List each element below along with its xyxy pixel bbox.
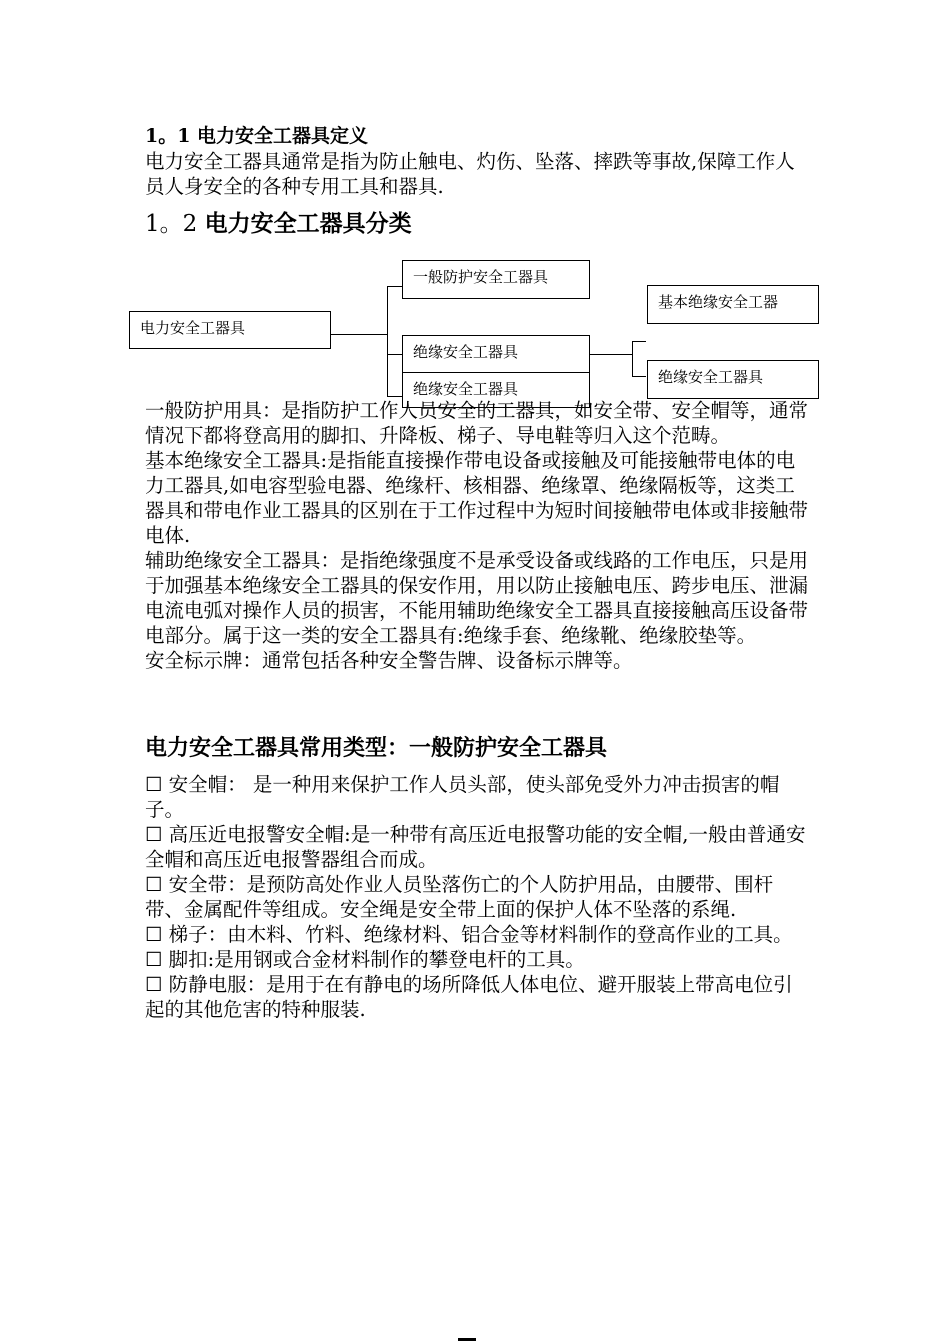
connector-insulation-out — [589, 354, 633, 355]
connector-trunk-vertical — [387, 286, 388, 397]
section-2-title: 电力安全工器具分类 — [204, 210, 412, 237]
definition-safety-signs: 安全标示牌：通常包括各种安全警告牌、设备标示牌等。 — [145, 649, 633, 672]
section-3-heading: 电力安全工器具常用类型：一般防护安全工器具 — [145, 735, 608, 761]
section-1-heading: 1。1 电力安全工器具定义 — [145, 125, 369, 147]
diagram-root-box: 电力安全工器具 — [129, 311, 331, 349]
list-item-safety-helmet: ☐ 安全帽： 是一种用来保护工作人员头部，使头部免受外力冲击损害的帽子。 — [145, 773, 780, 821]
definition-basic-insulation: 基本绝缘安全工器具:是指能直接操作带电设备或接触及可能接触带电体的电力工器具,如电容型验电器、绝缘杆、核相器、绝缘罩、绝缘隔板等，这类工器具和带电作业工器具的区别在于工作过程中为短时间接触带电体或非接触带电体. — [145, 449, 809, 547]
page-number-mark — [458, 1338, 476, 1341]
connector-leaf-bottom — [632, 376, 646, 377]
list-item-safety-belt: ☐ 安全带：是预防高处作业人员坠落伤亡的个人防护用品，由腰带、围杆带、金属配件等组成。安全绳是安全带上面的保护人体不坠落的系绳. — [145, 873, 774, 921]
definitions — [145, 398, 810, 673]
section-2-heading — [145, 208, 412, 240]
section-2-number: 1。2 — [145, 211, 205, 237]
definition-auxiliary-insulation: 辅助绝缘安全工器具：是指绝缘强度不是承受设备或线路的工作电压，只是用于加强基本绝缘安全工器具的保安作用，用以防止接触电压、跨步电压、泄漏电流电弧对操作人员的损害，不能用辅助绝缘安全工器具直接接触高压设备带电部分。属于这一类的安全工器具有:绝缘手套、绝缘靴、绝缘胶垫等。 — [145, 549, 809, 647]
diagram-insulation-box-2: 绝缘安全工器具 — [402, 372, 590, 408]
connector-to-insulation-2 — [387, 396, 403, 397]
connector-to-general — [387, 286, 403, 287]
diagram-insulation-box-1: 绝缘安全工器具 — [402, 335, 590, 373]
connector-root-horizontal — [330, 334, 388, 335]
definition-general-protection: 一般防护用具：是指防护工作人员安全的工器具，如安全带、安全帽等，通常情况下都将登高用的脚扣、升降板、梯子、导电鞋等归入这个范畴。 — [145, 399, 809, 447]
common-types-list — [145, 772, 810, 1022]
connector-leaf-vertical — [632, 341, 633, 377]
connector-to-insulation-1 — [387, 354, 403, 355]
section-1-paragraph: 电力安全工器具通常是指为防止触电、灼伤、坠落、摔跌等事故,保障工作人员人身安全的各种专用工具和器具. — [145, 150, 795, 198]
list-item-ladder: ☐ 梯子：由木料、竹料、绝缘材料、铝合金等材料制作的登高作业的工具。 — [145, 923, 793, 946]
list-item-alarm-helmet: ☐ 高压近电报警安全帽:是一种带有高压近电报警功能的安全帽,一般由普通安全帽和高压近电报警器组合而成。 — [145, 823, 806, 871]
list-item-antistatic-suit: ☐ 防静电服：是用于在有静电的场所降低人体电位、避开服装上带高电位引起的其他危害的特种服装. — [145, 973, 793, 1021]
diagram-basic-insulation-box: 基本绝缘安全工器 — [647, 285, 819, 324]
diagram-insulation-leaf-box: 绝缘安全工器具 — [647, 360, 819, 399]
list-item-foot-buckle: ☐ 脚扣:是用钢或合金材料制作的攀登电杆的工具。 — [145, 948, 585, 971]
diagram-general-protection-box: 一般防护安全工器具 — [402, 260, 590, 299]
connector-leaf-top — [632, 341, 646, 342]
